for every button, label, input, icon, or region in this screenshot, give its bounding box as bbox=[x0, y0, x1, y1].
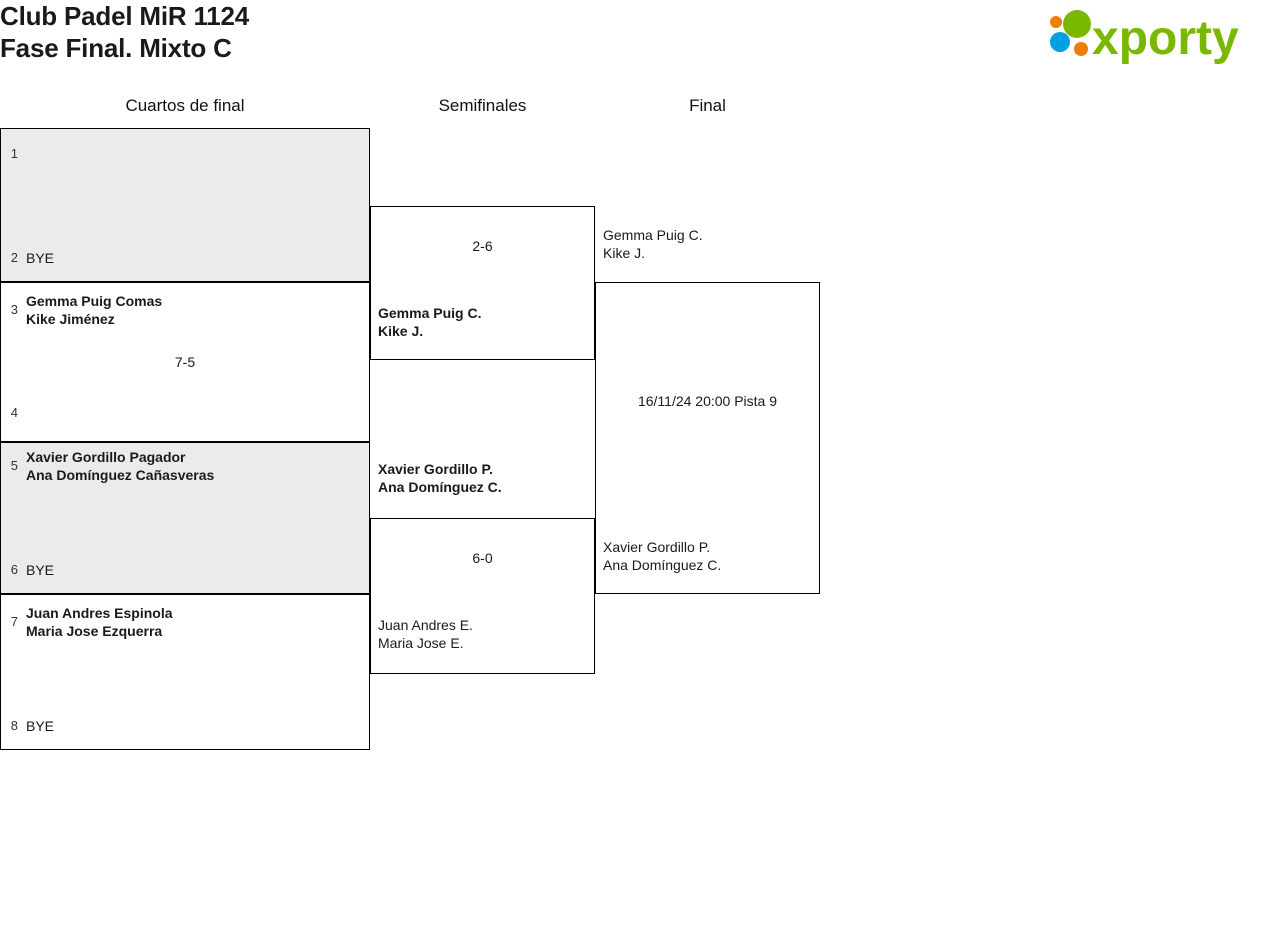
seed-2: 2 bbox=[10, 250, 18, 265]
qf4-top-team-line2: Maria Jose Ezquerra bbox=[26, 623, 163, 639]
qf1-bottom-team: BYE bbox=[26, 250, 55, 266]
qf3-top-team-line1: Xavier Gordillo Pagador bbox=[26, 449, 186, 465]
sf2-bottom-line2: Maria Jose E. bbox=[378, 635, 464, 651]
qf3-bottom-team: BYE bbox=[26, 562, 55, 578]
seed-6: 6 bbox=[10, 562, 18, 577]
sf1-winner-line2: Kike J. bbox=[378, 323, 424, 339]
qf2-top-team-line1: Gemma Puig Comas bbox=[26, 293, 163, 309]
qf4-top-team-line1: Juan Andres Espinola bbox=[26, 605, 173, 621]
svg-text:xporty: xporty bbox=[1092, 12, 1239, 65]
sf1-score: 2-6 bbox=[472, 238, 493, 254]
seed-3: 3 bbox=[10, 302, 18, 317]
seed-7: 7 bbox=[10, 614, 18, 629]
tournament-phase: Fase Final. Mixto C bbox=[0, 33, 232, 63]
final-top-line1: Gemma Puig C. bbox=[603, 227, 703, 243]
sf2-top-line1: Xavier Gordillo P. bbox=[378, 461, 493, 477]
round-header-final: Final bbox=[689, 96, 726, 115]
xporty-logo[interactable] bbox=[1044, 8, 1274, 66]
tournament-name: Club Padel MiR 1124 bbox=[0, 1, 250, 31]
seed-4: 4 bbox=[10, 405, 18, 420]
sf2-top-line2: Ana Domínguez C. bbox=[378, 479, 502, 495]
final-match-info: 16/11/24 20:00 Pista 9 bbox=[637, 393, 778, 409]
sf2-score: 6-0 bbox=[472, 550, 493, 566]
final-top-line2: Kike J. bbox=[603, 245, 646, 261]
seed-8: 8 bbox=[10, 718, 18, 733]
qf3-top-team-line2: Ana Domínguez Cañasveras bbox=[26, 467, 215, 483]
seed-1: 1 bbox=[10, 146, 18, 161]
page-title bbox=[0, 0, 249, 64]
qf4-bottom-team: BYE bbox=[26, 718, 55, 734]
qf2-top-team-line2: Kike Jiménez bbox=[26, 311, 115, 327]
round-header-quarterfinals: Cuartos de final bbox=[125, 96, 245, 115]
sf2-bottom-line1: Juan Andres E. bbox=[378, 617, 473, 633]
qf2-score: 7-5 bbox=[174, 354, 196, 370]
seed-5: 5 bbox=[10, 458, 18, 473]
final-bottom-line1: Xavier Gordillo P. bbox=[603, 539, 711, 555]
final-bottom-line2: Ana Domínguez C. bbox=[603, 557, 722, 573]
round-header-semifinals: Semifinales bbox=[438, 96, 527, 115]
match-box-qf-1[interactable] bbox=[0, 128, 370, 282]
sf1-winner-line1: Gemma Puig C. bbox=[378, 305, 482, 321]
